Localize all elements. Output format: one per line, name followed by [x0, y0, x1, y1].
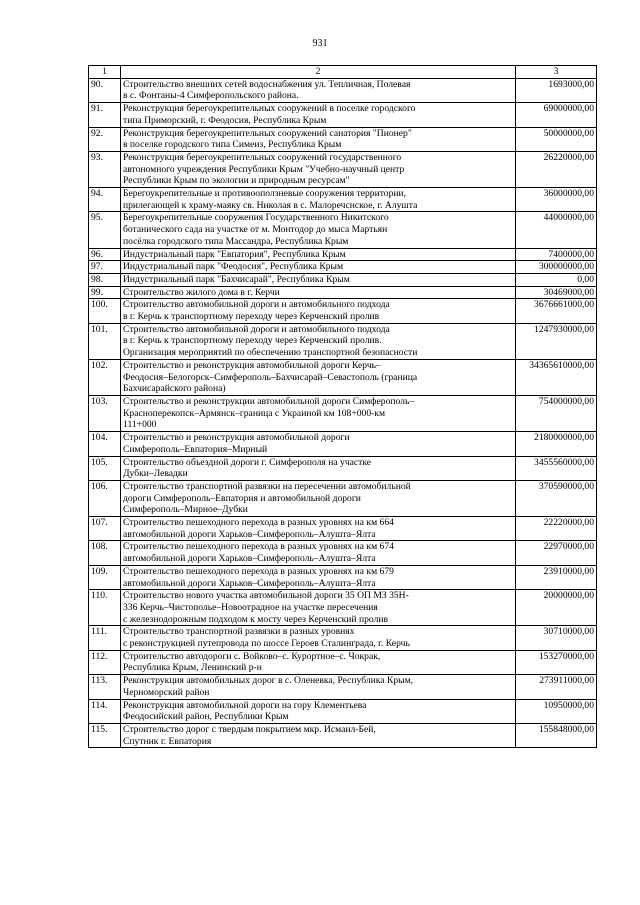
table-body: [89, 78, 597, 748]
table-row: [89, 456, 597, 480]
row-amount: 300000000,00: [516, 261, 597, 274]
row-name: Берегоукрепительные и противооползневые сооружения территории, прилегающей к храму-маяку св. Николая в с. Малоречснское, г. Алушта: [121, 188, 516, 212]
table-row: [89, 395, 597, 431]
row-name: Строительство и реконструкции автомобильной дороги Симферополь– Красноперекопск–Армянск–граница с Украиной км 108+000-км 111+000: [121, 395, 516, 431]
table-row: [89, 590, 597, 626]
budget-table: [88, 65, 597, 748]
table-row: [89, 650, 597, 674]
row-name: Строительство объездной дороги г. Симферополя на участке Дубки–Левадки: [121, 456, 516, 480]
table-row: [89, 323, 597, 359]
table-row: [89, 286, 597, 299]
row-number: 104.: [89, 432, 121, 456]
row-amount: 22220000,00: [516, 517, 597, 541]
row-amount: 44000000,00: [516, 212, 597, 248]
row-number: 98.: [89, 273, 121, 286]
row-amount: 26220000,00: [516, 151, 597, 187]
table-row: [89, 273, 597, 286]
row-number: 108.: [89, 541, 121, 565]
table-header-row: [89, 66, 597, 79]
table-row: [89, 480, 597, 516]
row-name: Строительство автомобильной дороги и автомобильного подхода в г. Керчь к транспортному переходу через Керченский пролив: [121, 299, 516, 323]
row-name: Строительство пешеходного перехода в разных уровнях на км 674 автомобильной дороги Харьков–Симферополь–Алушта–Ялта: [121, 541, 516, 565]
table-row: [89, 541, 597, 565]
row-amount: 50000000,00: [516, 127, 597, 151]
row-name: Индустриальный парк "Бахчисарай", Республика Крым: [121, 273, 516, 286]
row-name: Строительство и реконструкция автомобильной дороги Керчь– Феодосия–Белогорск–Симферополь–Бахчисарай–Севастополь (граница Бахчисарайского района): [121, 359, 516, 395]
row-amount: 10950000,00: [516, 699, 597, 723]
table-row: [89, 127, 597, 151]
table-row: [89, 248, 597, 261]
row-name: Строительство транспортной развязки в разных уровнях с реконструкцией путепровода по шоссе Героев Сталинграда, г. Керчь: [121, 626, 516, 650]
row-number: 101.: [89, 323, 121, 359]
row-amount: 7400000,00: [516, 248, 597, 261]
row-number: 95.: [89, 212, 121, 248]
row-number: 93.: [89, 151, 121, 187]
row-amount: 30469000,00: [516, 286, 597, 299]
row-name: Строительство и реконструкция автомобильной дороги Симферополь–Евпатория–Мирный: [121, 432, 516, 456]
table-row: [89, 723, 597, 747]
row-number: 91.: [89, 103, 121, 127]
row-name: Строительство внешних сетей водоснабжения ул. Тепличная, Полевая в с. Фонтаны-4 Симферопольского района.: [121, 78, 516, 102]
row-amount: 22970000,00: [516, 541, 597, 565]
row-number: 109.: [89, 565, 121, 589]
row-amount: 69000000,00: [516, 103, 597, 127]
row-amount: 754000000,00: [516, 395, 597, 431]
row-number: 92.: [89, 127, 121, 151]
row-number: 114.: [89, 699, 121, 723]
row-amount: 3455560000,00: [516, 456, 597, 480]
row-name: Реконструкция автомобильных дорог в с. Оленевка, Республика Крым, Черноморский район: [121, 675, 516, 699]
row-amount: 36000000,00: [516, 188, 597, 212]
row-name: Строительство пешеходного перехода в разных уровнях на км 679 автомобильной дороги Харьков–Симферополь–Алушта–Ялта: [121, 565, 516, 589]
row-amount: 3676661000,00: [516, 299, 597, 323]
row-number: 115.: [89, 723, 121, 747]
table-row: [89, 78, 597, 102]
row-number: 94.: [89, 188, 121, 212]
row-name: Строительство пешеходного перехода в разных уровнях на км 664 автомобильной дороги Харьков–Симферополь–Алушта–Ялта: [121, 517, 516, 541]
column-header-name: 2: [121, 66, 516, 79]
row-number: 102.: [89, 359, 121, 395]
row-amount: 1247930000,00: [516, 323, 597, 359]
row-number: 96.: [89, 248, 121, 261]
row-number: 107.: [89, 517, 121, 541]
row-name: Строительство автодороги с. Войково–с. Курортное–с. Чокрак, Республика Крым, Ленинский р-н: [121, 650, 516, 674]
column-header-amount: 3: [516, 66, 597, 79]
row-name: Реконструкция берегоукрепительных сооружений санатория "Пионер" в поселке городского типа Симеиз, Республика Крым: [121, 127, 516, 151]
row-amount: 1693000,00: [516, 78, 597, 102]
table-row: [89, 261, 597, 274]
row-amount: 23910000,00: [516, 565, 597, 589]
row-amount: 153270000,00: [516, 650, 597, 674]
row-name: Индустриальный парк "Евпатория", Республика Крым: [121, 248, 516, 261]
row-name: Реконструкция берегоукрепительных сооружений государственного автономного учреждения Республики Крым "Учебно-научный центр Республики Крым по экологии и природным ресурсам": [121, 151, 516, 187]
row-name: Строительство транспортной развязки на пересечении автомобильной дороги Симферополь–Евпатория и автомобильной дороги Симферополь–Мирное–Дубки: [121, 480, 516, 516]
table-row: [89, 699, 597, 723]
table-row: [89, 103, 597, 127]
row-number: 106.: [89, 480, 121, 516]
row-name: Строительство автомобильной дороги и автомобильного подхода в г. Керчь к транспортному переходу через Керченский пролив. Организация мероприятий по обеспечению транспортной безопасности: [121, 323, 516, 359]
row-number: 100.: [89, 299, 121, 323]
table-row: [89, 299, 597, 323]
row-amount: 370590000,00: [516, 480, 597, 516]
column-header-number: 1: [89, 66, 121, 79]
table-row: [89, 359, 597, 395]
row-amount: 2180000000,00: [516, 432, 597, 456]
row-name: Реконструкция автомобильной дороги на гору Клементьева Феодосийский район, Республики Крым: [121, 699, 516, 723]
row-number: 111.: [89, 626, 121, 650]
row-amount: 273911000,00: [516, 675, 597, 699]
row-number: 103.: [89, 395, 121, 431]
page-number: 931: [312, 38, 328, 49]
row-name: Реконструкция берегоукрепительных сооружений в поселке городского типа Приморский, г. Феодосия, Республика Крым: [121, 103, 516, 127]
table-row: [89, 565, 597, 589]
table-row: [89, 517, 597, 541]
table-row: [89, 188, 597, 212]
table-row: [89, 675, 597, 699]
row-number: 112.: [89, 650, 121, 674]
table-row: [89, 212, 597, 248]
row-number: 110.: [89, 590, 121, 626]
row-name: Берегоукрепительные сооружения Государственного Никитского ботанического сада на участке от м. Монтодор до мыса Мартьян посёлка городского типа Массандра, Республика Крым: [121, 212, 516, 248]
row-amount: 155848000,00: [516, 723, 597, 747]
table-row: [89, 151, 597, 187]
row-name: Строительство нового участка автомобильной дороги 35 ОП МЗ 35Н- 336 Керчь–Чистополье–Новоотрадное на участке пересечения с железнодорожным подходом к мосту через Керченский пролив: [121, 590, 516, 626]
row-amount: 34365610000,00: [516, 359, 597, 395]
row-number: 113.: [89, 675, 121, 699]
row-number: 97.: [89, 261, 121, 274]
row-number: 99.: [89, 286, 121, 299]
row-name: Строительство дорог с твердым покрытием мкр. Исмаил-Бей, Спутник г. Евпатория: [121, 723, 516, 747]
table-row: [89, 626, 597, 650]
row-name: Строительство жилого дома в г. Керчи: [121, 286, 516, 299]
table-row: [89, 432, 597, 456]
row-amount: 20000000,00: [516, 590, 597, 626]
row-amount: 0,00: [516, 273, 597, 286]
row-number: 90.: [89, 78, 121, 102]
row-name: Индустриальный парк "Феодосия", Республика Крым: [121, 261, 516, 274]
row-number: 105.: [89, 456, 121, 480]
row-amount: 30710000,00: [516, 626, 597, 650]
